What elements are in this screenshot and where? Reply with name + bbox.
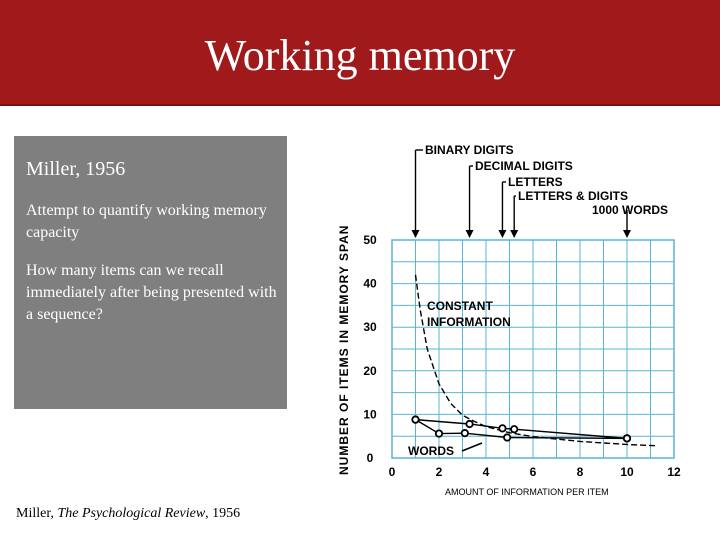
constant-info-label-2: INFORMATION	[427, 315, 511, 329]
box-heading: Miller, 1956	[26, 158, 126, 180]
slide-title: Working memory	[204, 31, 516, 80]
data-point	[462, 430, 468, 436]
y-tick-label: 0	[366, 451, 374, 465]
citation	[16, 506, 240, 522]
x-tick-label: 6	[529, 465, 537, 479]
arrow-label: BINARY DIGITS	[425, 143, 514, 157]
y-tick-label: 40	[363, 276, 377, 291]
data-point	[436, 430, 442, 436]
data-point	[511, 426, 517, 432]
data-point	[624, 435, 630, 441]
arrow-head	[412, 230, 420, 238]
y-tick-label: 50	[363, 233, 377, 247]
data-point	[412, 416, 418, 422]
arrow-head	[510, 230, 518, 238]
chart-grid	[392, 240, 674, 458]
citation-journal: The Psychological Review	[57, 506, 206, 521]
data-point	[466, 421, 472, 427]
words-leader-line	[462, 443, 482, 451]
x-tick-label: 8	[576, 465, 584, 479]
box-point-1: Attempt to quantify working memory capacity	[26, 202, 267, 241]
chart-ticks	[363, 233, 681, 479]
arrow-label: LETTERS	[508, 175, 563, 189]
arrow-head	[623, 230, 631, 238]
data-point	[504, 434, 510, 440]
x-tick-label: 4	[482, 465, 490, 479]
citation-suffix: , 1956	[205, 506, 241, 521]
y-tick-label: 10	[363, 407, 377, 422]
series-line-1	[416, 420, 628, 439]
arrow-label: 1000 WORDS	[592, 203, 669, 217]
title-bar	[0, 0, 720, 106]
y-tick-label: 30	[363, 320, 377, 335]
arrow-label: DECIMAL DIGITS	[475, 159, 573, 173]
citation-prefix: Miller,	[16, 506, 58, 521]
summary-box	[14, 136, 287, 409]
y-tick-label: 20	[363, 363, 377, 378]
x-tick-label: 0	[388, 465, 396, 479]
x-tick-label: 2	[435, 465, 443, 479]
chart-arrows	[412, 143, 669, 238]
constant-info-label-1: CONSTANT	[427, 299, 493, 313]
arrow-head	[498, 230, 506, 238]
memory-span-chart	[330, 140, 700, 505]
y-axis-label: NUMBER OF ITEMS IN MEMORY SPAN	[337, 224, 351, 475]
x-tick-label: 10	[620, 465, 634, 479]
arrow-head	[466, 230, 474, 238]
x-tick-label: 12	[667, 465, 681, 479]
box-point-2: How many items can we recall immediately after being presented with a sequence?	[26, 262, 277, 323]
x-axis-label: AMOUNT OF INFORMATION PER ITEM	[445, 487, 609, 497]
data-point	[499, 425, 505, 431]
arrow-label: LETTERS & DIGITS	[518, 189, 629, 203]
words-label: WORDS	[408, 444, 454, 458]
